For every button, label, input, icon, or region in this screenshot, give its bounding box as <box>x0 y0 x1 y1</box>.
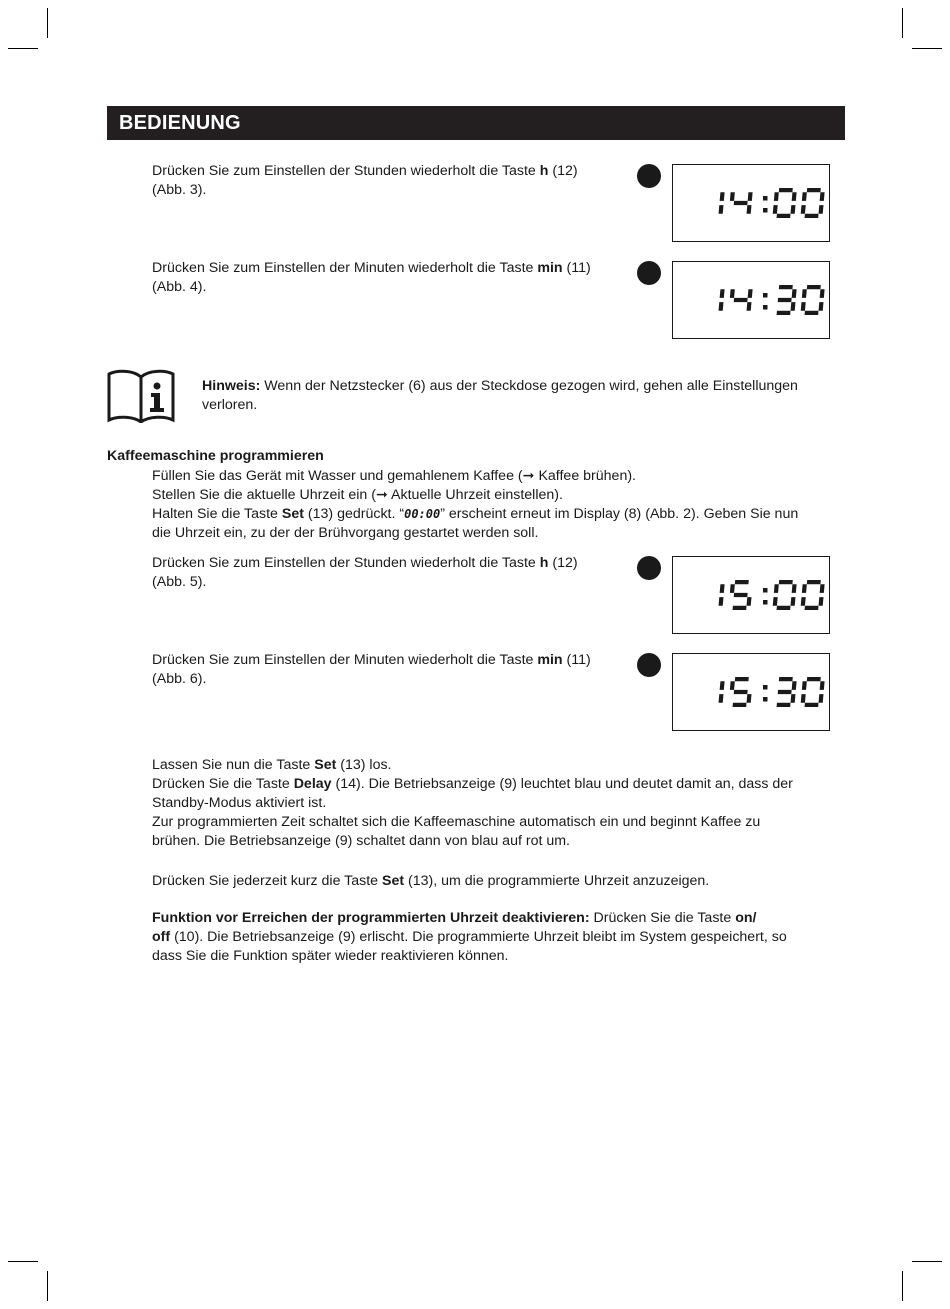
lcd-segment <box>791 302 796 311</box>
bullet-dot <box>637 556 661 580</box>
lcd-display <box>672 261 830 339</box>
deactivate-paragraph <box>152 909 787 966</box>
paragraph-line: ” erscheint erneut im Display (8) (Abb. 2). Geben Sie nun <box>440 506 799 522</box>
lcd-digits <box>673 654 831 732</box>
lcd-segment <box>802 681 807 690</box>
lcd-segment <box>748 192 753 201</box>
release-set-paragraph <box>152 756 793 851</box>
crop-mark <box>47 1271 48 1301</box>
lcd-segment <box>791 205 796 214</box>
info-book-icon <box>105 367 177 423</box>
lcd-segment <box>773 205 778 214</box>
crop-mark <box>8 1261 38 1262</box>
bullet-dot <box>637 653 661 677</box>
key-h: h <box>539 163 549 179</box>
lcd-segment <box>801 597 806 606</box>
crop-mark <box>912 1261 942 1262</box>
lcd-segment <box>734 298 748 302</box>
lcd-display <box>672 556 830 634</box>
show-time-paragraph <box>152 872 709 891</box>
lcd-segment <box>777 214 791 218</box>
lcd-segment <box>735 677 749 681</box>
figure-ref: (Abb. 6). <box>152 671 207 687</box>
paragraph-line: Halten Sie die Taste <box>152 506 282 522</box>
lcd-segment <box>747 205 752 214</box>
paragraph-line: Stellen Sie die aktuelle Uhrzeit ein (➞ Aktuelle Uhrzeit einstellen). <box>152 487 563 503</box>
step-text: (12) <box>548 163 578 179</box>
figure-ref: (Abb. 4). <box>152 279 207 295</box>
lcd-segment <box>792 289 797 298</box>
lcd-digits <box>673 165 831 243</box>
step-text: (11) <box>562 260 591 276</box>
lcd-colon <box>763 305 768 310</box>
lcd-inline: 00:00 <box>404 507 441 521</box>
note-body: verloren. <box>202 397 258 413</box>
lcd-segment <box>777 311 791 315</box>
paragraph-line: Drücken Sie jederzeit kurz die Taste <box>152 873 382 889</box>
paragraph-line: die Uhrzeit ein, zu der der Brühvorgang gestartet werden soll. <box>152 525 539 541</box>
paragraph-line: Drücken Sie die Taste <box>589 910 736 926</box>
key-delay: Delay <box>293 776 332 792</box>
lcd-colon <box>763 208 768 213</box>
paragraph-line: (14). Die Betriebsanzeige (9) leuchtet blau und deutet damit an, dass der <box>331 776 793 792</box>
lcd-segment <box>791 597 796 606</box>
lcd-segment <box>819 597 824 606</box>
key-off: off <box>152 929 171 945</box>
lcd-segment <box>773 597 778 606</box>
lcd-segment <box>805 703 819 707</box>
lcd-display <box>672 653 830 731</box>
lcd-segment <box>733 606 747 610</box>
paragraph-line: (13), um die programmierte Uhrzeit anzuzeigen. <box>404 873 710 889</box>
lcd-segment <box>719 694 724 703</box>
lcd-segment <box>747 302 752 311</box>
lcd-segment <box>801 694 806 703</box>
step-set-minutes <box>152 651 591 689</box>
lcd-segment <box>820 289 825 298</box>
figure-ref: (Abb. 5). <box>152 574 207 590</box>
lcd-segment <box>735 580 749 584</box>
crop-mark <box>47 8 48 38</box>
lcd-colon <box>763 697 768 702</box>
paragraph-line: brühen. Die Betriebsanzeige (9) schaltet dann von blau auf rot um. <box>152 833 570 849</box>
paragraph-line: (13) los. <box>336 757 392 773</box>
lcd-segment <box>807 285 821 289</box>
lcd-segment <box>807 188 821 192</box>
lcd-segment <box>777 703 791 707</box>
figure-ref: (Abb. 3). <box>152 182 207 198</box>
key-min: min <box>537 652 563 668</box>
step-text: (11) <box>562 652 591 668</box>
lcd-segment <box>802 289 807 298</box>
lcd-segment <box>734 201 748 205</box>
lcd-colon <box>763 293 768 298</box>
lcd-segment <box>807 677 821 681</box>
lcd-segment <box>805 311 819 315</box>
lcd-segment <box>805 214 819 218</box>
lcd-segment <box>719 597 724 606</box>
lcd-segment <box>820 681 825 690</box>
lcd-segment <box>779 285 793 289</box>
step-set-hours <box>152 162 578 200</box>
lcd-segment <box>730 289 735 298</box>
note-text <box>202 377 798 415</box>
step-text: Drücken Sie zum Einstellen der Stunden wiederholt die Taste <box>152 555 540 571</box>
lcd-segment <box>747 597 752 606</box>
lcd-segment <box>747 694 752 703</box>
crop-mark <box>8 48 38 49</box>
lcd-segment <box>730 584 735 593</box>
lcd-segment <box>720 289 725 298</box>
key-h: h <box>539 555 549 571</box>
lcd-digits <box>673 262 831 340</box>
step-set-minutes <box>152 259 591 297</box>
lcd-segment <box>791 694 796 703</box>
lcd-segment <box>779 677 793 681</box>
note-label: Hinweis: <box>202 378 261 394</box>
lcd-segment <box>777 606 791 610</box>
lcd-segment <box>778 298 792 302</box>
lcd-segment <box>801 205 806 214</box>
step-text: Drücken Sie zum Einstellen der Minuten wiederholt die Taste <box>152 260 538 276</box>
key-on: on/ <box>735 910 757 926</box>
lcd-segment <box>748 289 753 298</box>
lcd-segment <box>734 690 748 694</box>
lcd-segment <box>807 580 821 584</box>
paragraph-line: Füllen Sie das Gerät mit Wasser und gemahlenem Kaffee (➞ Kaffee brühen). <box>152 468 637 484</box>
crop-mark <box>902 1271 903 1301</box>
step-set-hours <box>152 554 578 592</box>
lcd-colon <box>763 685 768 690</box>
key-set: Set <box>382 873 405 889</box>
key-set: Set <box>281 506 304 522</box>
lcd-segment <box>720 584 725 593</box>
crop-mark <box>902 8 903 38</box>
lcd-colon <box>763 588 768 593</box>
key-set: Set <box>314 757 337 773</box>
bullet-dot <box>637 164 661 188</box>
lcd-segment <box>779 188 793 192</box>
lcd-segment <box>819 205 824 214</box>
lcd-segment <box>820 584 825 593</box>
lcd-colon <box>763 600 768 605</box>
lcd-segment <box>802 192 807 201</box>
paragraph-line: Lassen Sie nun die Taste <box>152 757 315 773</box>
lcd-colon <box>763 196 768 201</box>
lcd-segment <box>778 690 792 694</box>
lcd-segment <box>792 681 797 690</box>
paragraph-line: (10). Die Betriebsanzeige (9) erlischt. Die programmierte Uhrzeit bleibt im System gespeichert, so <box>170 929 787 945</box>
lcd-segment <box>719 302 724 311</box>
paragraph-line: Standby-Modus aktiviert ist. <box>152 795 327 811</box>
lcd-segment <box>774 192 779 201</box>
page-title: BEDIENUNG <box>119 112 241 134</box>
lcd-segment <box>733 703 747 707</box>
lcd-segment <box>734 593 748 597</box>
paragraph-line: Drücken Sie die Taste <box>152 776 294 792</box>
section-title: Kaffeemaschine programmieren <box>107 448 324 464</box>
bullet-dot <box>637 261 661 285</box>
note-body: Wenn der Netzstecker (6) aus der Steckdose gezogen wird, gehen alle Einstellungen <box>260 378 798 394</box>
crop-mark <box>912 48 942 49</box>
step-text: Drücken Sie zum Einstellen der Stunden wiederholt die Taste <box>152 163 540 179</box>
lcd-segment <box>819 694 824 703</box>
step-text: Drücken Sie zum Einstellen der Minuten wiederholt die Taste <box>152 652 538 668</box>
paragraph-line: Zur programmierten Zeit schaltet sich die Kaffeemaschine automatisch ein und beginnt Kaffee zu <box>152 814 761 830</box>
lcd-segment <box>720 681 725 690</box>
lcd-segment <box>820 192 825 201</box>
paragraph-heading: Funktion vor Erreichen der programmierten Uhrzeit deaktivieren: <box>152 910 590 926</box>
paragraph-line: dass Sie die Funktion später wieder reaktivieren können. <box>152 948 509 964</box>
lcd-digits <box>673 557 831 635</box>
paragraph-line: (13) gedrückt. “ <box>303 506 405 522</box>
lcd-segment <box>801 302 806 311</box>
lcd-display <box>672 164 830 242</box>
lcd-segment <box>802 584 807 593</box>
lcd-segment <box>819 302 824 311</box>
lcd-segment <box>779 580 793 584</box>
key-min: min <box>537 260 563 276</box>
section-intro <box>152 467 798 543</box>
lcd-segment <box>730 192 735 201</box>
lcd-segment <box>719 205 724 214</box>
lcd-segment <box>774 584 779 593</box>
lcd-segment <box>730 681 735 690</box>
lcd-segment <box>805 606 819 610</box>
lcd-segment <box>720 192 725 201</box>
lcd-segment <box>792 584 797 593</box>
lcd-segment <box>792 192 797 201</box>
step-text: (12) <box>548 555 578 571</box>
section-header <box>107 106 845 140</box>
